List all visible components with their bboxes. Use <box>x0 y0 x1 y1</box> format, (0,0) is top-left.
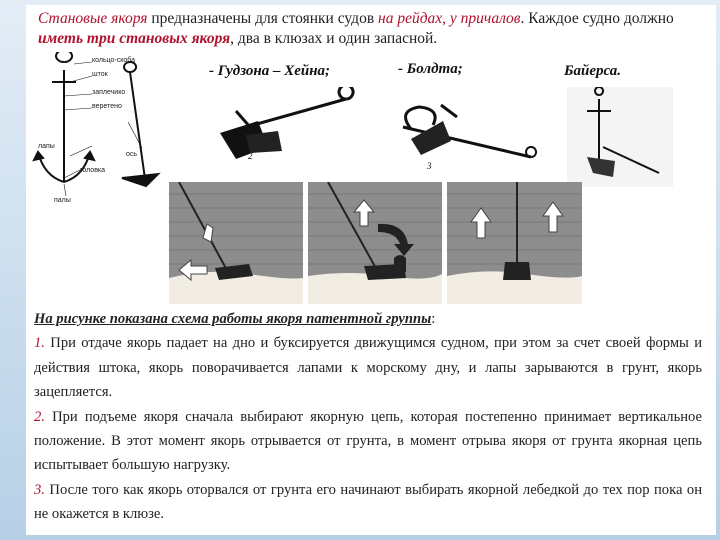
description-heading <box>34 307 702 331</box>
intro-text-1: предназначены для стоянки судов <box>147 10 379 27</box>
stage-panel-drop <box>169 182 303 304</box>
intro-text-3: , два в клюзах и один запасной. <box>230 30 438 47</box>
step-2-text: При подъеме якоря сначала выбирают якорную цепь, которая постепенно принимает вертикальное положение. В этот момент якорь отрывается от грунта, в момент отрыва якоря от грунта якорная цепь испытывает большую нагрузку. <box>34 408 702 474</box>
intro-text-2: . Каждое судно должно <box>520 10 674 27</box>
boldt-anchor-image <box>381 99 551 171</box>
step-2 <box>34 405 702 478</box>
description-block <box>34 307 702 527</box>
step-3-text: После того как якорь оторвался от грунта его начинают выбирать якорной лебедкой до тех пор пока он не окажется в клюзе. <box>34 481 702 523</box>
caption-byers: Байерса. <box>564 63 622 79</box>
anchor-requirement: иметь три становых якоря <box>38 30 231 47</box>
diagram-label-shank: веретено <box>92 103 122 110</box>
stage-panel-lift <box>447 182 582 304</box>
caption-boldt: - Болдта; <box>398 61 463 77</box>
diagram-label-axis: ось <box>126 151 138 158</box>
byers-anchor-image <box>567 87 673 187</box>
diagram-label-stock: шток <box>92 71 108 78</box>
diagram-label-flukes: лапы <box>38 143 55 150</box>
description-title: На рисунке показана схема работы якоря патентной группы <box>34 311 432 327</box>
step-2-number: 2. <box>34 408 45 425</box>
step-1-text: При отдаче якорь падает на дно и буксируется движущимся судном, при этом за счет своей формы и действия штока, якорь поворачивается лапами к морскому дну, и лапы зарываются в грунт, якорь зацепляется. <box>34 335 702 401</box>
step-3 <box>34 478 702 527</box>
description-title-colon: : <box>431 311 436 327</box>
hudson-hein-anchor-image <box>206 87 366 167</box>
diagram-label-shoulder: заплечико <box>92 89 126 96</box>
step-1-number: 1. <box>34 335 45 352</box>
diagram-label-ring: кольцо-скоба <box>92 57 136 64</box>
boldt-figure-mark: 3 <box>427 161 432 171</box>
hudson-figure-mark: 2 <box>248 151 253 161</box>
step-3-number: 3. <box>34 481 45 498</box>
intro-paragraph <box>38 9 702 49</box>
anchor-parts-diagram <box>30 52 170 204</box>
anchor-term: Становые якоря <box>38 10 148 27</box>
caption-hudson-hein: - Гудзона – Хейна; <box>209 63 331 79</box>
diagram-label-palms: палы <box>54 197 71 204</box>
stage-panel-dig <box>308 182 442 304</box>
slide-content <box>26 5 716 535</box>
anchor-place: на рейдах, у причалов <box>378 10 521 27</box>
diagram-label-crown: головка <box>80 167 106 174</box>
step-1 <box>34 331 702 404</box>
